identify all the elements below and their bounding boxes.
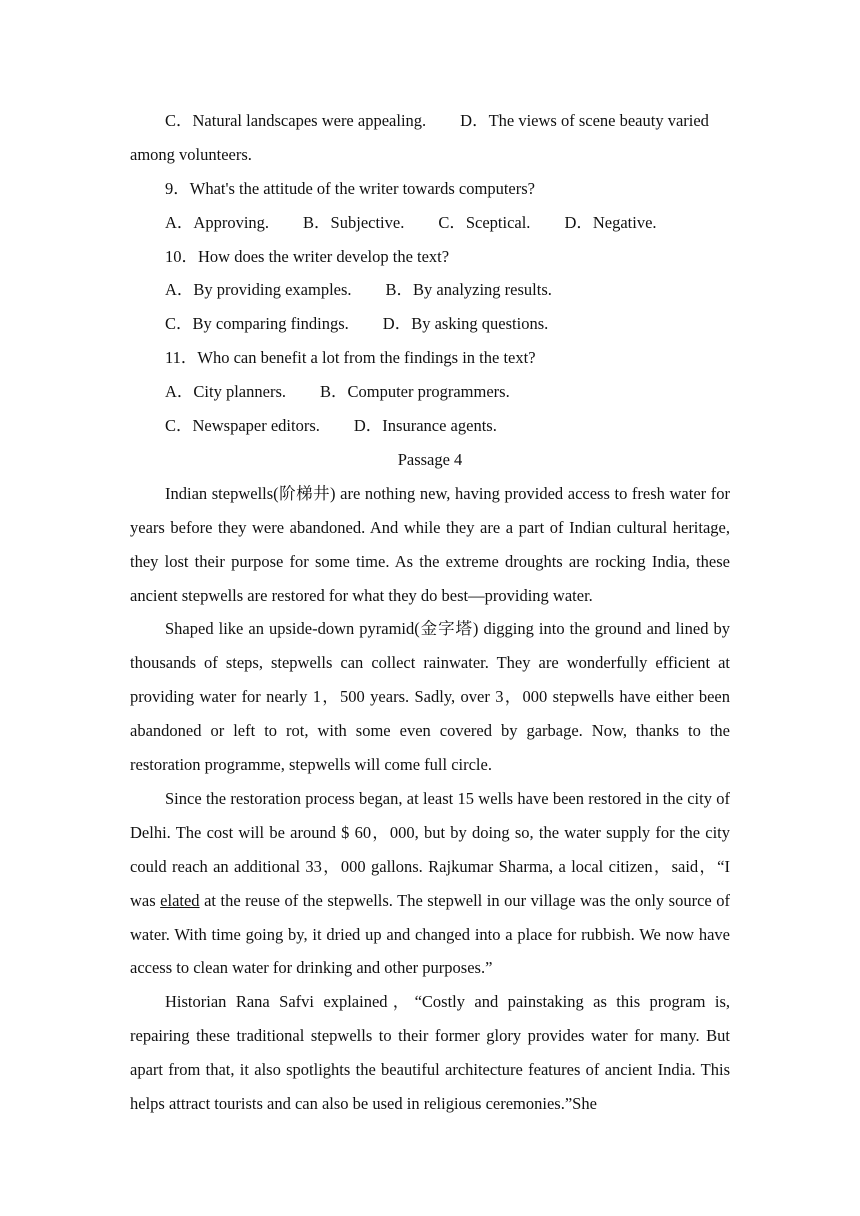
q10-option-b: B．By analyzing results. — [385, 280, 552, 300]
question-10-options-ab — [130, 273, 730, 307]
passage-body — [130, 477, 730, 1121]
question-10-options-cd — [130, 307, 730, 341]
passage-paragraph-1: Indian stepwells(阶梯井) are nothing new, having provided access to fresh water for years before they were abandoned. And while they are a part of Indian cultural heritage, they lost their purpose for some time. As the extreme droughts are rocking India, these ancient stepwells are restored for what they do best—providing water. — [130, 483, 730, 605]
document-page — [130, 104, 730, 1121]
q9-option-c: C．Sceptical. — [438, 212, 531, 232]
q9-option-b: B．Subjective. — [303, 212, 405, 232]
q8-option-d: D．The views of scene beauty varied — [460, 111, 709, 130]
q11-option-b: B．Computer programmers. — [320, 382, 510, 402]
q11-option-d: D．Insurance agents. — [353, 416, 497, 436]
question-9-options — [130, 206, 730, 240]
underlined-word-elated: elated — [160, 890, 200, 910]
question-11-stem: 11．Who can benefit a lot from the findings in the text? — [165, 348, 536, 368]
question-10-stem: 10．How does the writer develop the text? — [165, 246, 450, 266]
passage-paragraph-2: Shaped like an upside-down pyramid(金字塔) digging into the ground and lined by thousands of steps, stepwells can collect rainwater. They are wonderfully efficient at providing water for nearly 1，500 years. Sadly, over 3，000 stepwells have either been abandoned or left to rot, with some even covered by garbage. Now, thanks to the restoration programme, stepwells will come full circle. — [130, 619, 730, 775]
q9-option-d: D．Negative. — [564, 212, 657, 232]
q10-option-c: C．By comparing findings. — [165, 314, 349, 334]
q8-option-d-continuation: among volunteers. — [130, 144, 252, 164]
passage-title: Passage 4 — [397, 449, 463, 469]
paragraph-3-text-after: at the reuse of the stepwells. The stepwell in our village was the only source of water. With time going by, it dried up and changed into a place for rubbish. We now have access to clean water for drinking and other purposes.” — [130, 890, 730, 978]
question-9-stem: 9．What's the attitude of the writer towards computers? — [165, 178, 535, 198]
q8-option-c: C．Natural landscapes were appealing. — [165, 111, 427, 130]
question-11-options-ab — [130, 375, 730, 409]
q11-option-c: C．Newspaper editors. — [165, 416, 320, 436]
q9-option-a: A．Approving. — [165, 212, 270, 232]
question-11-options-cd — [130, 409, 730, 443]
question-8-options-cd — [130, 104, 730, 138]
paragraph-3-text-before: Since the restoration process began, at least 15 wells have been restored in the city of Delhi. The cost will be around $ 60，000, but by doing so, the water supply for the city could reach an additional 33，000 gallons. Rajkumar Sharma, a local citizen，said，“I was — [130, 788, 730, 910]
passage-paragraph-4: Historian Rana Safvi explained，“Costly and painstaking as this program is, repairing these traditional stepwells to their former glory provides water for many. But apart from that, it also spotlights the beautiful architecture features of ancient India. This helps attract tourists and can also be used in religious ceremonies.”She — [130, 992, 730, 1114]
passage-paragraph-3 — [130, 782, 730, 985]
q10-option-d: D．By asking questions. — [382, 314, 549, 334]
q10-option-a: A．By providing examples. — [165, 280, 352, 300]
q11-option-a: A．City planners. — [165, 382, 286, 402]
